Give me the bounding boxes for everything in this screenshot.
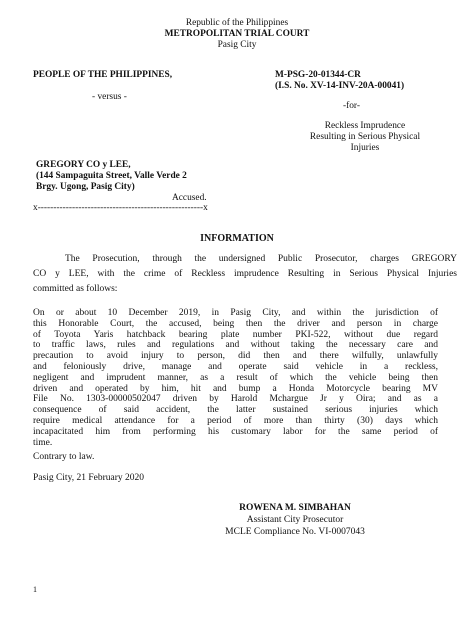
- republic-line: Republic of the Philippines: [185, 18, 289, 28]
- offense-block: [280, 121, 450, 154]
- for-label: -for-: [343, 101, 360, 111]
- body-line: File No. 1303-00000502047 driven by Harold Mchargue Jr y Oira; and as a: [33, 394, 438, 405]
- intro-line: The Prosecution, through the undersigned Public Prosecutor, charges GREGORY: [65, 254, 457, 264]
- accused-address-line: Brgy. Ugong, Pasig City): [36, 182, 135, 192]
- body-line: consequence of said accident, the latter sustained serious injuries which: [33, 405, 438, 416]
- versus-label: - versus -: [92, 92, 127, 102]
- offense-line: Reckless Imprudence: [324, 121, 406, 131]
- accused-name: GREGORY CO y LEE,: [36, 160, 131, 170]
- is-number: (I.S. No. XV-14-INV-20A-00041): [275, 81, 405, 91]
- body-line: and feloniously drive, manage and operate said vehicle in a reckless,: [33, 361, 438, 372]
- body-line: require medical attendance for a period of more than thirty (30) days which: [33, 415, 438, 426]
- charge-paragraph: [33, 308, 438, 448]
- intro-line: CO y LEE, with the crime of Reckless imprudence Resulting in Serious Physical Injuries: [33, 269, 457, 279]
- intro-paragraph: [33, 252, 457, 297]
- prosecutor-name: ROWENA M. SIMBAHAN: [239, 503, 351, 513]
- body-line: On or about 10 December 2019, in Pasig City, and within the jurisdiction of: [33, 308, 438, 318]
- accused-address-line: (144 Sampaguita Street, Valle Verde 2: [36, 171, 187, 181]
- offense-line: Injuries: [350, 143, 380, 153]
- body-line: incapacitated him from performing his customary labor for the same period of: [33, 426, 438, 437]
- contrary-to-law: Contrary to law.: [33, 452, 95, 462]
- offense-line: Resulting in Serious Physical: [309, 132, 421, 142]
- body-line: to traffic laws, rules and regulations and without taking the necessary care and: [33, 340, 438, 351]
- document-title: INFORMATION: [200, 233, 274, 244]
- body-line: precaution to avoid injury to person, did then and there wilfully, unlawfully: [33, 351, 438, 362]
- court-city: Pasig City: [217, 40, 257, 50]
- signature-block: [200, 502, 390, 538]
- body-line: negligent and imprudent manner, as a result of which the vehicle being then: [33, 372, 438, 383]
- body-line: driven and operated by him, hit and bump a Honda Motorcycle bearing MV: [33, 383, 438, 394]
- case-number: M-PSG-20-01344-CR: [275, 70, 361, 80]
- page-number: 1: [33, 585, 37, 594]
- body-line: of Toyota Yaris hatchback bearing plate number PKI-522, without due regard: [33, 329, 438, 340]
- place-and-date: Pasig City, 21 February 2020: [33, 473, 145, 483]
- body-line: this Honorable Court, the accused, being then the driver and person in charge: [33, 318, 438, 329]
- mcle-compliance: MCLE Compliance No. VI-0007043: [225, 527, 365, 537]
- court-name: METROPOLITAN TRIAL COURT: [164, 29, 310, 39]
- prosecutor-title: Assistant City Prosecutor: [246, 515, 344, 525]
- plaintiff-name: PEOPLE OF THE PHILIPPINES,: [33, 70, 173, 80]
- body-line: time.: [33, 437, 53, 448]
- caption-separator: x-----------------------------------------------------x: [33, 203, 208, 213]
- court-header: [0, 18, 474, 51]
- intro-line: committed as follows:: [33, 284, 118, 294]
- accused-label: Accused.: [172, 193, 207, 203]
